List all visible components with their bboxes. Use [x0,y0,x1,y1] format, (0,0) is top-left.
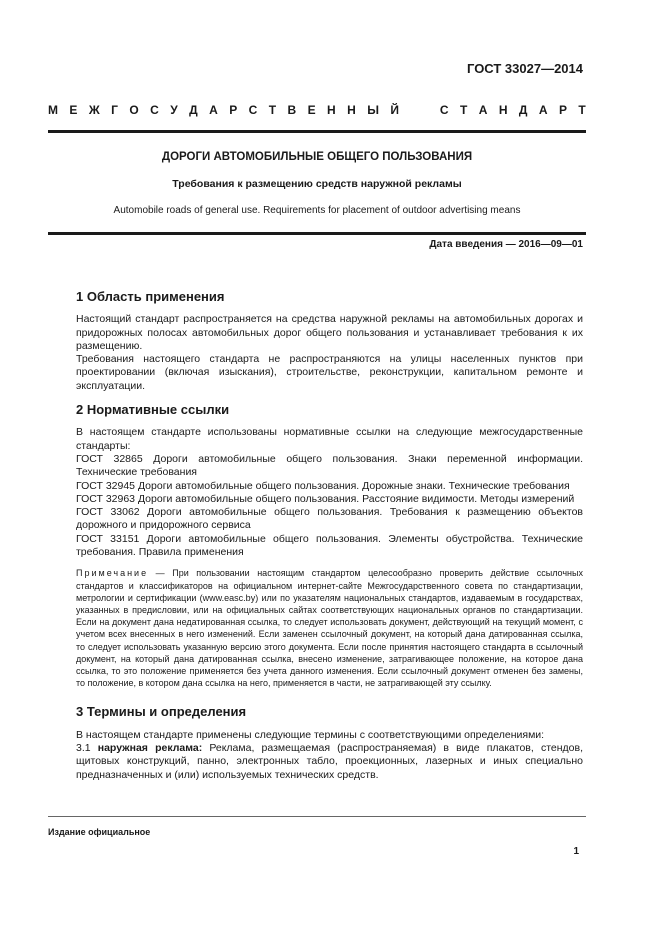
banner-letter: Г [111,103,118,117]
note-text: — При пользовании настоящим стандартом целесообразно проверить действие ссылочных стандартов и классификаторов на официальном интернет-сайте Межгосударственного совета по стандартизации, метрологии и сертификации (www.easc.by) или по указателям национальных стандартов, издаваемым в государствах, указанных в предисловии, или на официальных сайтах соответствующих национальных органов по стандартизации. Если на документ дана недатированная ссылка, то следует использовать документ, действующий на текущий момент, с учетом всех внесенных в него изменений. Если заменен ссылочный документ, на который дана датированная ссылка, то следует использовать указанную версию этого документа. Если после принятия настоящего стандарта в ссылочный документ, на который дана датированная ссылка, внесено изменение, затрагивающее положение, на которое дана ссылка, то это положение применяется без учета данного изменения. Если ссылочный документ отменен без замены, то положение, в котором дана ссылка на него, применяется в части, не затрагивающей эту ссылку. [76,568,583,689]
banner-letter: С [439,103,449,117]
banner-letter: С [150,103,159,117]
banner-letter: Ы [367,103,379,117]
banner-letter: Н [498,103,508,117]
reference-item: ГОСТ 32945 Дороги автомобильные общего пользования. Дорожные знаки. Технические требования [76,479,570,492]
section-1-paragraph-2: Требования настоящего стандарта не распространяются на улицы населенных пунктов при проектировании (включая изыскания), строительстве, реконструкции, капитальном ремонте и эксплуатации. [76,353,583,392]
reference-item: ГОСТ 32963 Дороги автомобильные общего пользования. Расстояние видимости. Методы измерений [76,492,575,505]
banner-letter: У [170,103,178,117]
note-label: Примечание [76,568,149,579]
banner-letter: Т [268,103,277,117]
standard-code: ГОСТ 33027—2014 [467,61,583,76]
document-subtitle: Требования к размещению средств наружной рекламы [172,178,462,190]
term-name: наружная реклама: [97,741,203,754]
banner-letter: О [129,103,139,117]
banner-letter: Д [189,103,198,117]
term-text: Реклама, размещаемая (распространяемая) в виде плакатов, стендов, щитовых конструкций, панно, электронных табло, проекционных, лазерных и иных специально предназначенных и (или) используемых технических средств. [76,741,583,781]
section-2-intro: В настоящем стандарте использованы нормативные ссылки на следующие межгосударственные стандарты: [76,426,583,452]
section-1-heading: 1 Область применения [76,289,225,304]
official-edition-label: Издание официальное [48,827,151,837]
banner-letter: А [478,103,488,117]
banner-letter: А [538,103,548,117]
introduction-date: Дата введения — 2016—09—01 [429,239,583,250]
banner-letter: Н [327,103,336,117]
reference-item: ГОСТ 33062 Дороги автомобильные общего пользования. Требования к размещению объектов дорожного и придорожного сервиса [76,506,583,532]
page-number: 1 [573,846,579,857]
banner-letter: Е [69,103,78,117]
document-body [76,290,583,782]
banner-gap [410,103,428,119]
banner-letter: А [209,103,218,117]
banner-letter: Н [347,103,356,117]
document-title: ДОРОГИ АВТОМОБИЛЬНЫЕ ОБЩЕГО ПОЛЬЗОВАНИЯ [161,151,473,163]
section-1-paragraph-1: Настоящий стандарт распространяется на средства наружной рекламы на автомобильных дорогах и придорожных полосах автомобильных дорог общего пользования и устанавливает требования к их размещению. [76,313,583,352]
reference-item: ГОСТ 33151 Дороги автомобильные общего пользования. Элементы обустройства. Технические требования. Правила применения [76,532,583,559]
section-2-heading: 2 Нормативные ссылки [76,402,230,418]
term-definition [76,742,583,782]
section-3-intro: В настоящем стандарте применены следующие термины с соответствующими определениями: [76,728,545,741]
reference-item: ГОСТ 32865 Дороги автомобильные общего пользования. Знаки переменной информации. Технические требования [76,452,583,479]
section-3-heading: 3 Термины и определения [76,704,247,720]
banner-letter: Д [518,103,528,117]
english-title: Automobile roads of general use. Requirements for placement of outdoor advertising means [113,205,521,216]
banner-letter: С [248,103,258,117]
banner-letter: Т [459,103,468,117]
banner-letter: Ж [88,103,100,117]
standard-type-banner [48,103,586,119]
banner-letter: Й [390,103,400,117]
banner-letter: М [48,103,58,117]
footer-rule [48,816,586,817]
note-block [76,567,583,689]
banner-letter: Р [558,103,567,117]
banner-letter: В [287,103,297,117]
term-number: 3.1 [76,741,98,754]
banner-letter: Р [229,103,238,117]
top-rule [48,130,586,133]
title-bottom-rule [48,232,586,235]
banner-letter: Т [578,103,586,117]
banner-letter: Е [307,103,316,117]
